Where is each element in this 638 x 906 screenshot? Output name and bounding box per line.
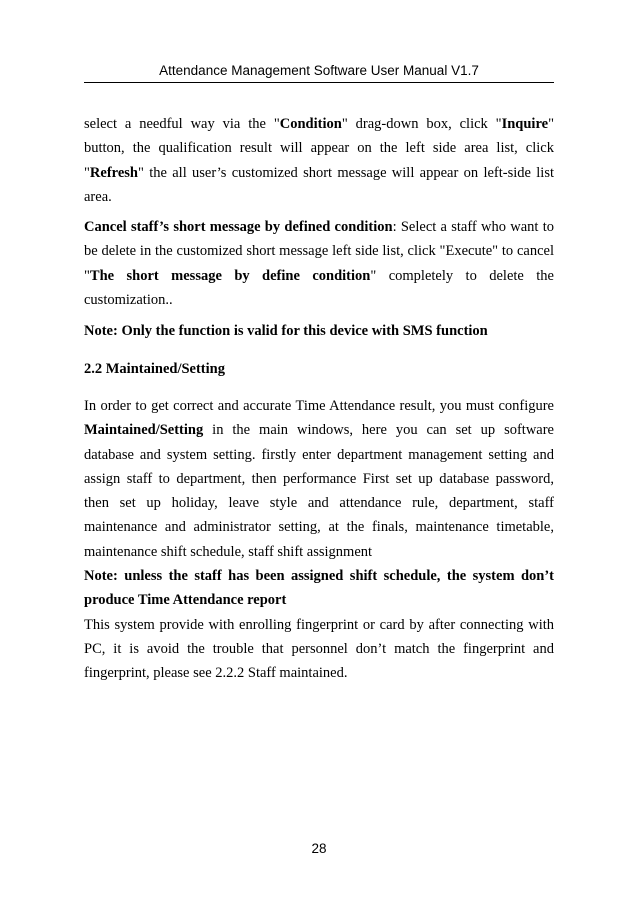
- text-run: select a needful way via the ": [84, 116, 280, 132]
- text-run: " the all user’s customized short message will appear on left-side list area.: [84, 164, 554, 205]
- text-run: " drag-down box, click ": [341, 116, 502, 132]
- page-number: 28: [311, 841, 327, 856]
- paragraph-cancel-message: [84, 215, 554, 312]
- bold-refresh: Refresh: [89, 164, 138, 181]
- bold-short-message: The short message by define condition: [89, 267, 371, 284]
- text-run: In order to get correct and accurate Time Attendance result, you must configure: [84, 397, 554, 414]
- header-divider: [84, 82, 554, 83]
- bold-condition: Condition: [279, 116, 342, 132]
- note-sms-function: Note: Only the function is valid for this device with SMS function: [84, 323, 488, 340]
- paragraph-condition-inquire: [84, 112, 554, 209]
- page-header: Attendance Management Software User Manual V1.7: [159, 63, 479, 78]
- page-body: [84, 112, 554, 686]
- bold-maintained-setting: Maintained/Setting: [84, 422, 204, 439]
- text-run: " button, the qualification result will appear on the left side area list, click ": [84, 116, 554, 181]
- text-run: " completely to delete the customization..: [84, 267, 554, 309]
- bold-cancel-heading: Cancel staff’s short message by defined condition: [84, 219, 393, 236]
- text-run: : Select a staff who want to be delete in the customized short message left side list, click "Execute" to cancel ": [84, 219, 554, 284]
- paragraph-enrolling-fingerprint: This system provide with enrolling fingerprint or card by after connecting with PC, it is avoid the trouble that personnel don’t match the fingerprint and fingerprint, please see 2.2.2 Staff maintained.: [84, 616, 554, 682]
- bold-inquire: Inquire: [501, 116, 549, 132]
- text-run: in the main windows, here you can set up software database and system setting. firstly enter department management setting and assign staff to department, then performance First set up database password, then set up holiday, leave style and attendance rule, department, staff maintenance and administrator setting, at the finals, maintenance timetable, maintenance shift schedule, staff shift assignment: [84, 422, 554, 560]
- note-shift-schedule: Note: unless the staff has been assigned shift schedule, the system don’t produce Time Attendance report: [84, 568, 554, 609]
- section-heading: 2.2 Maintained/Setting: [84, 360, 225, 377]
- paragraph-maintained-setting: [84, 394, 554, 564]
